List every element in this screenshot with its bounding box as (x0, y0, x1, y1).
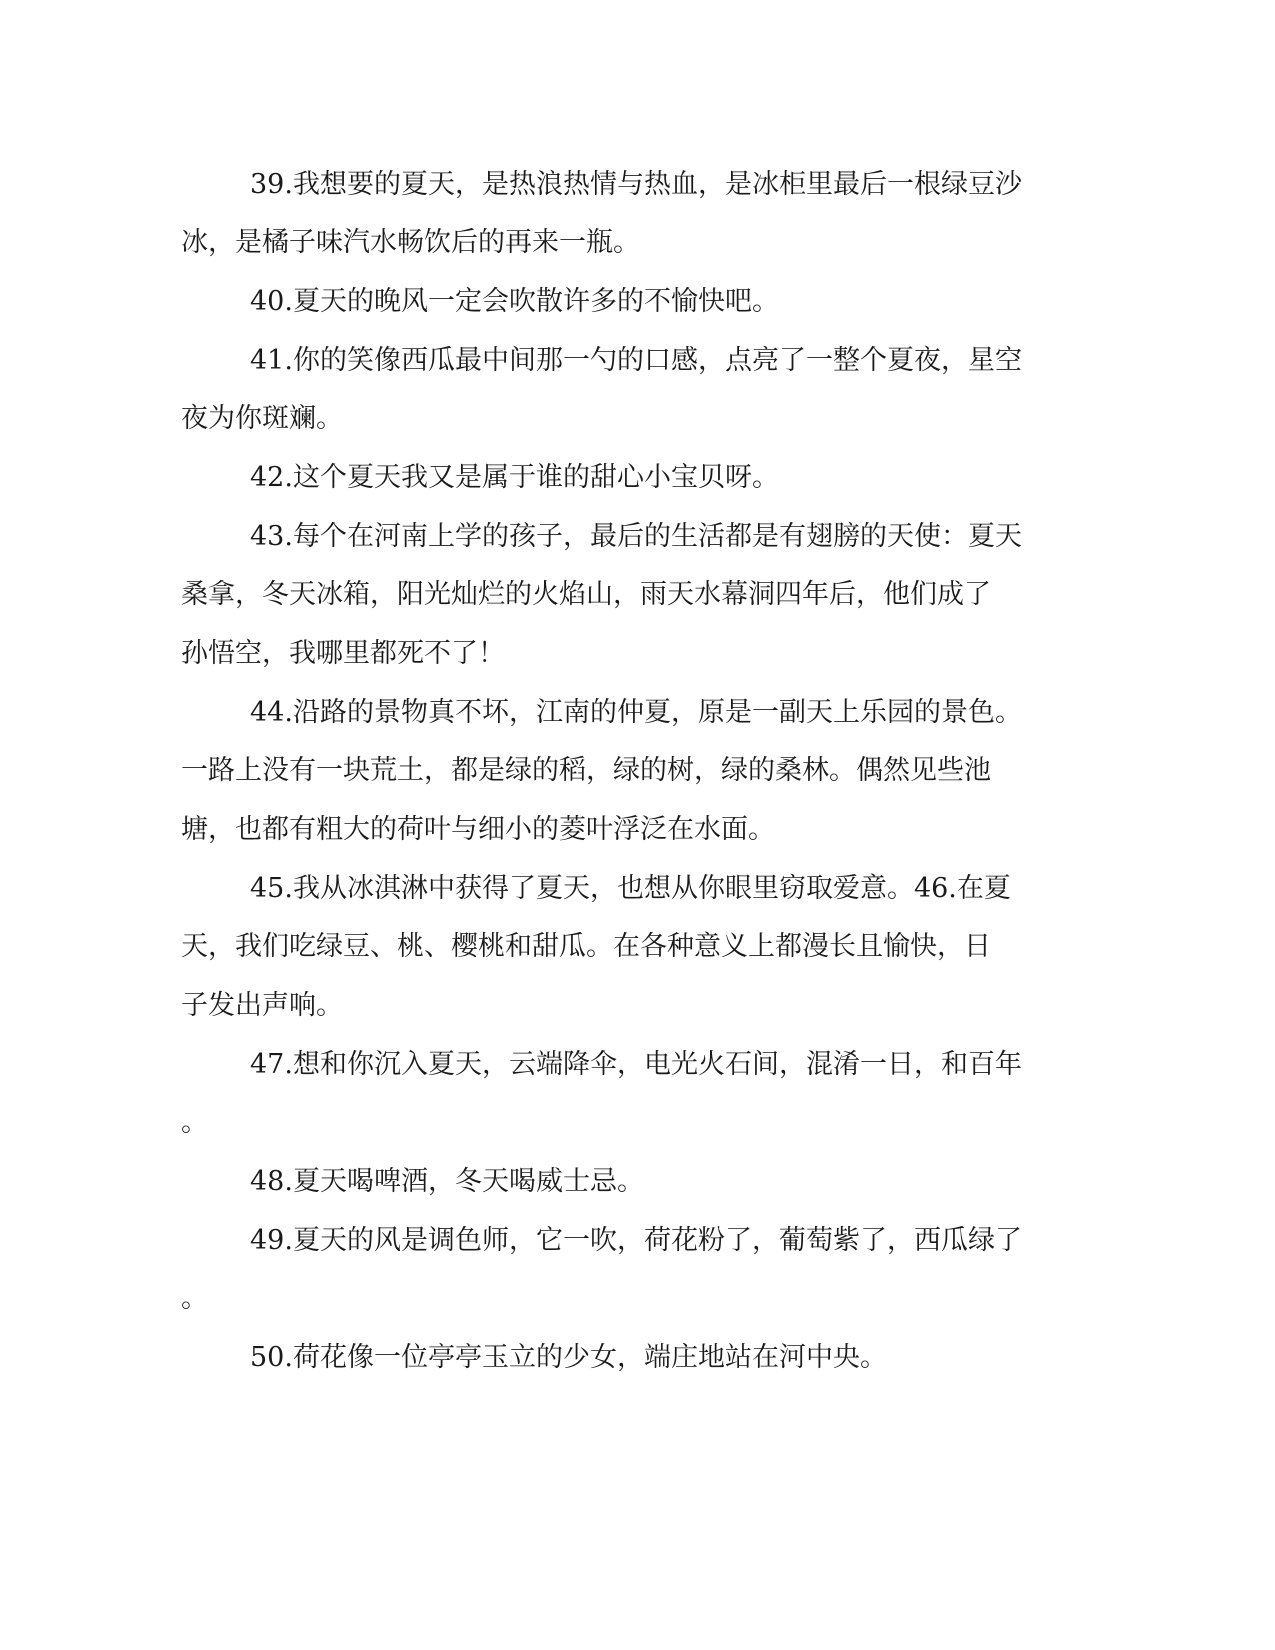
paragraph-45-line-1: 45.我从冰淇淋中获得了夏天，也想从你眼里窃取爱意。46.在夏 (250, 873, 1011, 904)
paragraph-44-line-3: 塘，也都有粗大的荷叶与细小的菱叶浮泛在水面。 (181, 814, 775, 845)
paragraph-49-line-2: 。 (181, 1283, 208, 1314)
paragraph-42-line-1: 42.这个夏天我又是属于谁的甜心小宝贝呀。 (250, 462, 779, 493)
paragraph-41-line-2: 夜为你斑斓。 (181, 403, 343, 434)
paragraph-47-line-1: 47.想和你沉入夏天，云端降伞，电光火石间，混淆一日，和百年 (250, 1049, 1022, 1080)
paragraph-40-line-1: 40.夏天的晚风一定会吹散许多的不愉快吧。 (250, 286, 779, 317)
paragraph-43-line-3: 孙悟空，我哪里都死不了！ (181, 638, 505, 669)
paragraph-47-line-2: 。 (181, 1107, 208, 1138)
paragraph-45-line-3: 子发出声响。 (181, 990, 343, 1021)
paragraph-39-line-2: 冰，是橘子味汽水畅饮后的再来一瓶。 (181, 227, 640, 258)
paragraph-44-line-1: 44.沿路的景物真不坏，江南的仲夏，原是一副天上乐园的景色。 (250, 697, 1022, 728)
paragraph-41-line-1: 41.你的笑像西瓜最中间那一勺的口感，点亮了一整个夏夜，星空 (250, 345, 1022, 376)
paragraph-49-line-1: 49.夏天的风是调色师，它一吹，荷花粉了，葡萄紫了，西瓜绿了 (250, 1225, 1022, 1256)
paragraph-45-line-2: 天，我们吃绿豆、桃、樱桃和甜瓜。在各种意义上都漫长且愉快，日 (181, 931, 991, 962)
paragraph-39-line-1: 39.我想要的夏天，是热浪热情与热血，是冰柜里最后一根绿豆沙 (250, 169, 1022, 200)
paragraph-48-line-1: 48.夏天喝啤酒，冬天喝威士忌。 (250, 1166, 644, 1197)
paragraph-43-line-1: 43.每个在河南上学的孩子，最后的生活都是有翅膀的天使：夏天 (250, 521, 1022, 552)
paragraph-50-line-1: 50.荷花像一位亭亭玉立的少女，端庄地站在河中央。 (250, 1342, 887, 1373)
paragraph-43-line-2: 桑拿，冬天冰箱，阳光灿烂的火焰山，雨天水幕洞四年后，他们成了 (181, 579, 991, 610)
paragraph-44-line-2: 一路上没有一块荒土，都是绿的稻，绿的树，绿的桑林。偶然见些池 (181, 755, 991, 786)
